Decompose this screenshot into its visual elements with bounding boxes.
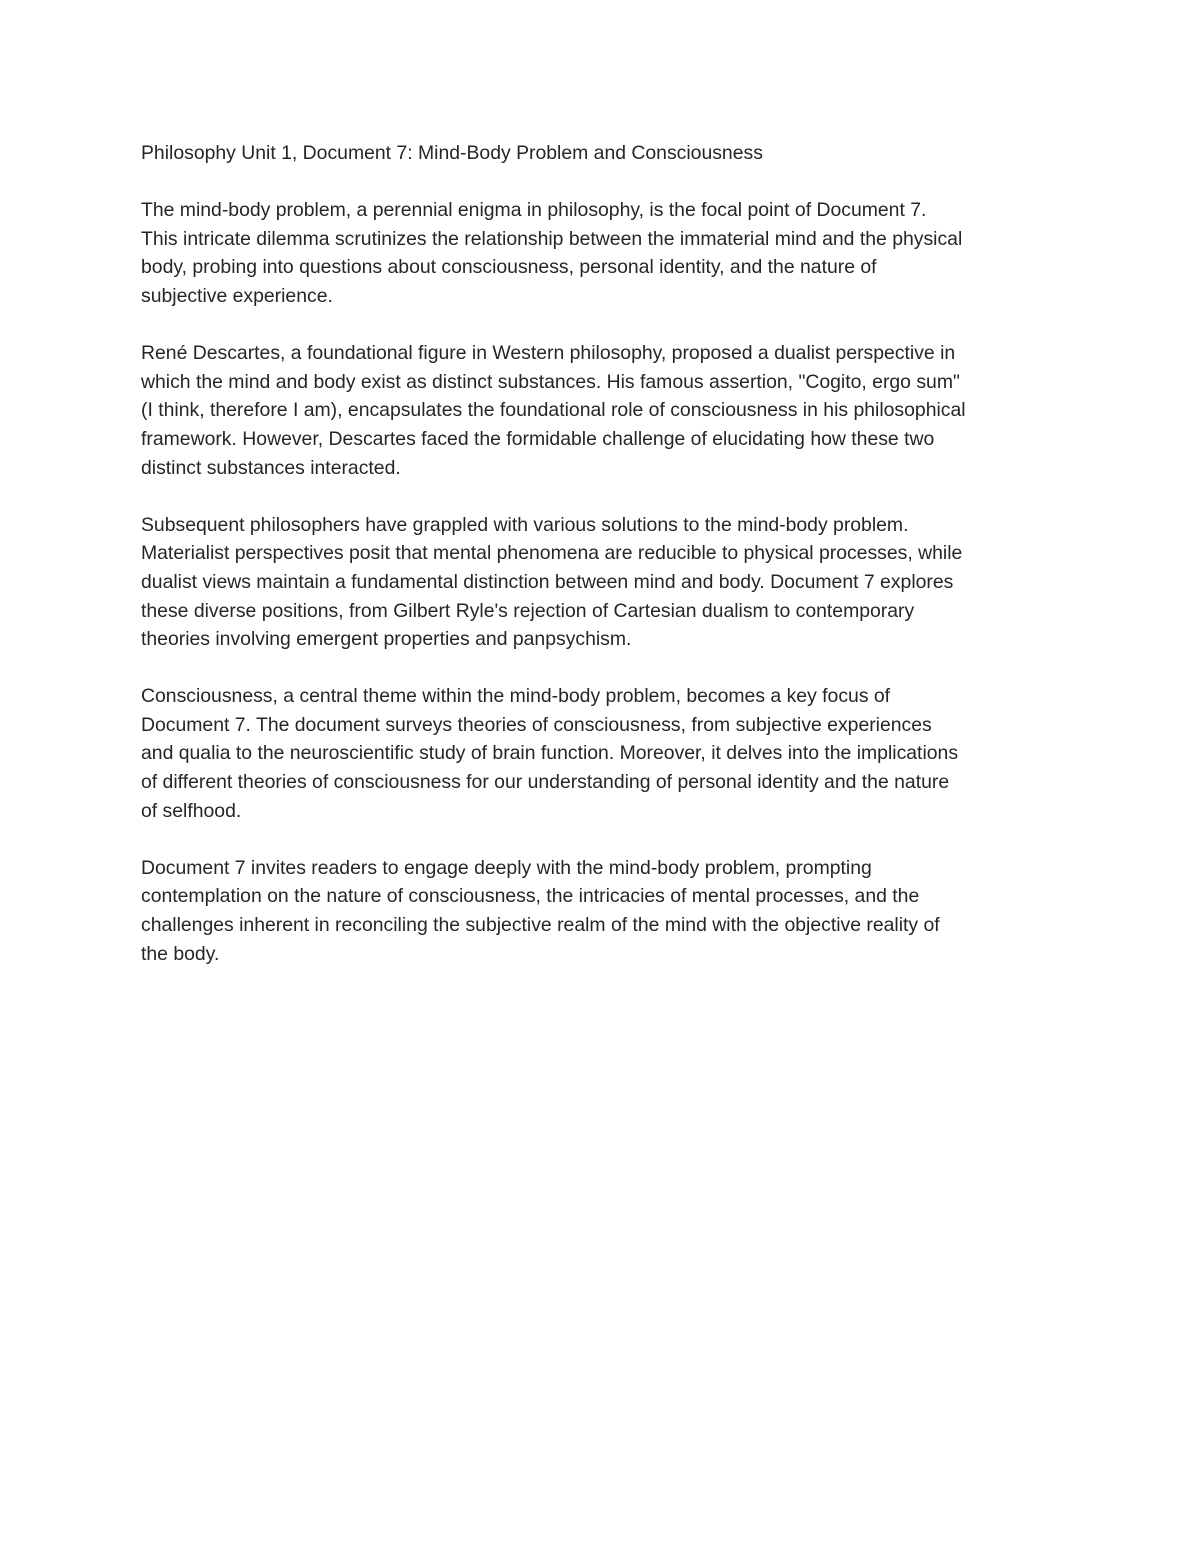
paragraph-conclusion: Document 7 invites readers to engage deeply with the mind-body problem, prompting contemplation on the nature of consciousness, the intricacies of mental processes, and the challenges inherent in reconciling the subjective realm of the mind with the objective reality of the body. [141, 856, 940, 965]
paragraph-descartes: René Descartes, a foundational figure in Western philosophy, proposed a dualist perspective in which the mind and body exist as distinct substances. His famous assertion, "Cogito, ergo sum" (I think, therefore I am), encapsulates the foundational role of consciousness in his philosophical framework. However, Descartes faced the formidable challenge of elucidating how these two distinct substances interacted. [141, 342, 966, 479]
paragraph-consciousness: Consciousness, a central theme within the mind-body problem, becomes a key focus of Document 7. The document surveys theories of consciousness, from subjective experiences and qualia to the neuroscientific study of brain function. Moreover, it delves into the implications of different theories of consciousness for our understanding of personal identity and the nature of selfhood. [141, 685, 959, 822]
paragraph-solutions: Subsequent philosophers have grappled with various solutions to the mind-body problem. Materialist perspectives posit that mental phenomena are reducible to physical processes, while dualist views maintain a fundamental distinction between mind and body. Document 7 explores these diverse positions, from Gilbert Ryle's rejection of Cartesian dualism to contemporary theories involving emergent properties and panpsychism. [141, 513, 963, 651]
document-body [141, 139, 1071, 997]
document-title: Philosophy Unit 1, Document 7: Mind-Body Problem and Consciousness [141, 142, 763, 164]
paragraph-intro: The mind-body problem, a perennial enigma in philosophy, is the focal point of Document 7. This intricate dilemma scrutinizes the relationship between the immaterial mind and the physical body, probing into questions about consciousness, personal identity, and the nature of subjective experience. [141, 199, 963, 307]
